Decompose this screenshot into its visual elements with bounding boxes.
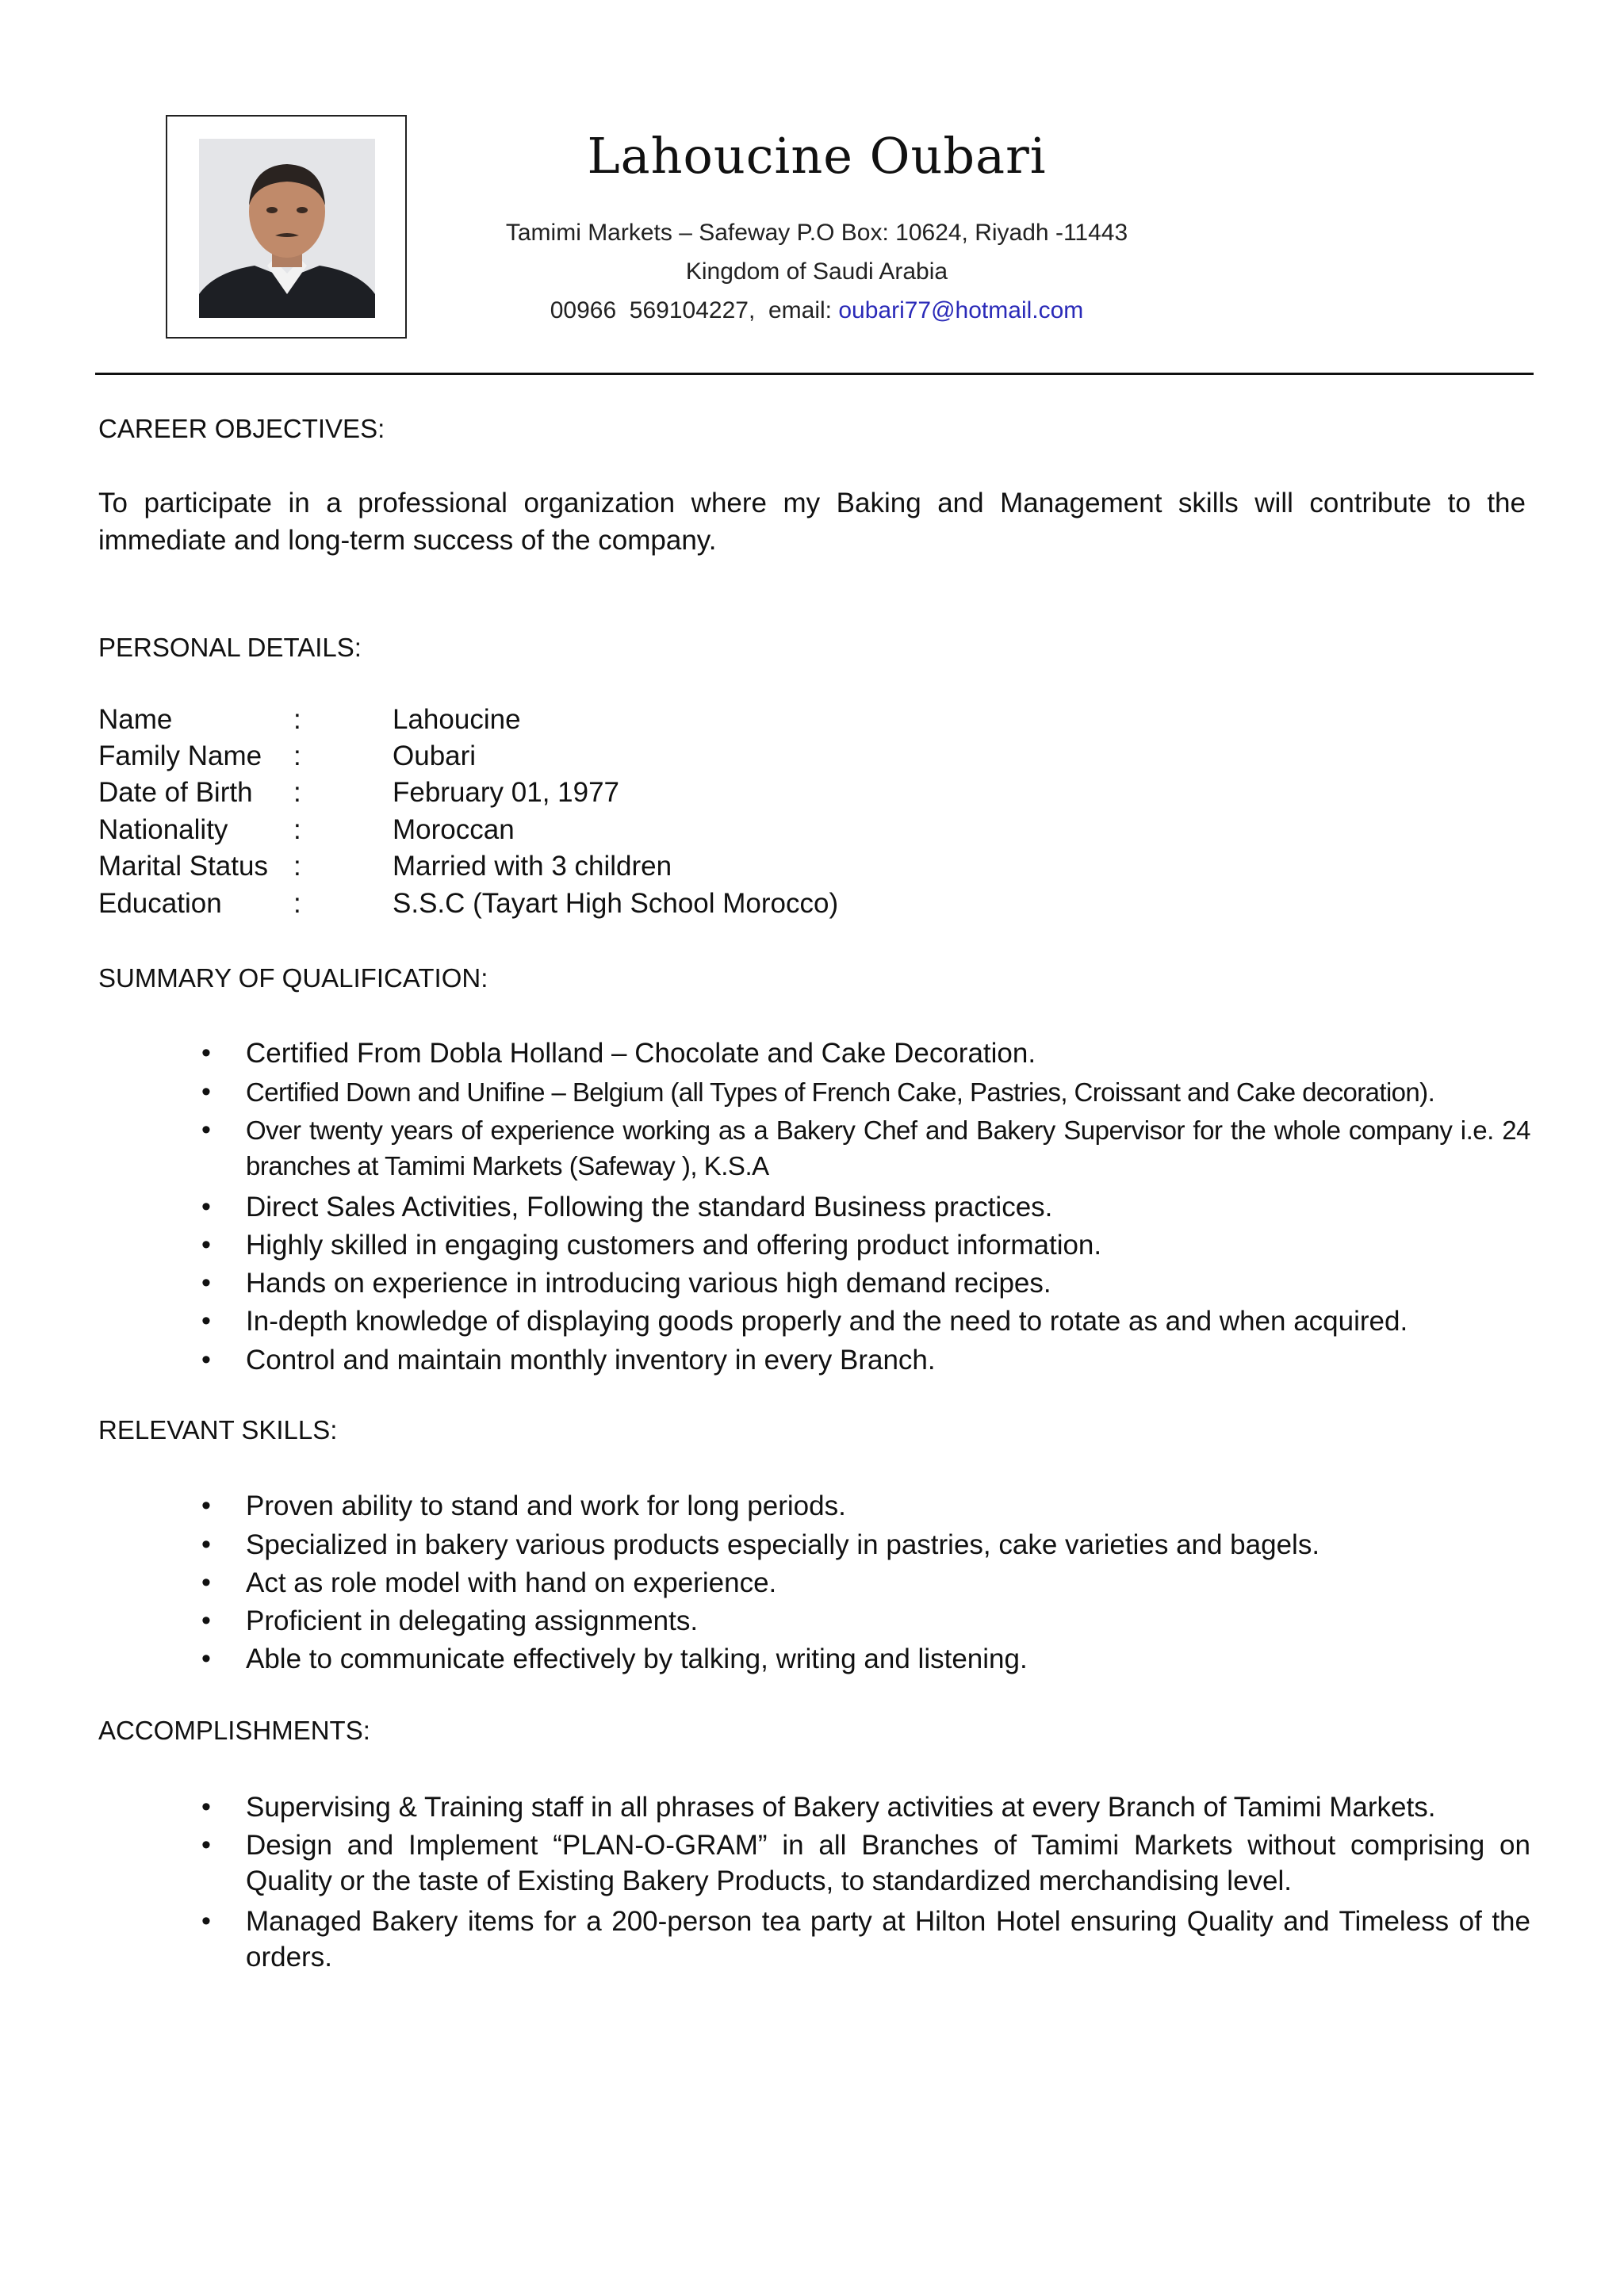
career-objectives-heading: CAREER OBJECTIVES: (98, 414, 385, 443)
field-value: Married with 3 children (393, 851, 672, 882)
list-item (201, 1227, 1530, 1263)
field-label: Family Name (98, 740, 262, 771)
field-colon: : (293, 740, 301, 771)
person-portrait-icon (199, 139, 375, 318)
field-colon: : (293, 888, 301, 919)
list-item-text: Supervising & Training staff in all phrases of Bakery activities at every Branch of Tamimi Markets. (246, 1792, 1436, 1823)
field-colon: : (293, 851, 301, 882)
bullet-icon: • (201, 1792, 211, 1822)
list-item-text: Over twenty years of experience working as a Bakery Chef and Bakery Supervisor for the whole company i.e. 24 branches at Tamimi Markets (Safeway ), K.S.A (246, 1115, 1530, 1181)
list-item (201, 1265, 1530, 1301)
field-value: Oubari (393, 740, 477, 771)
list-item (201, 1789, 1530, 1825)
list-item-text: Certified Down and Unifine – Belgium (all Types of French Cake, Pastries, Croissant and Cake decoration). (246, 1077, 1435, 1107)
list-item (201, 1603, 1530, 1639)
bullet-icon: • (201, 1038, 211, 1068)
bullet-icon: • (201, 1345, 211, 1375)
field-label: Name (98, 704, 173, 735)
list-item (201, 1303, 1530, 1339)
field-value: S.S.C (Tayart High School Morocco) (393, 888, 839, 919)
career-objectives-text: To participate in a professional organization where my Baking and Management skills will contribute to the immediate and long-term success of the company. (98, 488, 1526, 556)
bullet-icon: • (201, 1306, 211, 1336)
list-item-text: In-depth knowledge of displaying goods properly and the need to rotate as and when acquired. (246, 1306, 1408, 1337)
field-label: Education (98, 888, 222, 919)
list-item-text: Design and Implement “PLAN-O-GRAM” in all Branches of Tamimi Markets without comprising on Quality or the taste of Existing Bakery Products, to standardized merchandising level. (246, 1830, 1530, 1896)
list-item-text: Hands on experience in introducing various high demand recipes. (246, 1268, 1051, 1299)
bullet-icon: • (201, 1115, 211, 1145)
skills-heading: RELEVANT SKILLS: (98, 1415, 338, 1445)
list-item (201, 1074, 1530, 1110)
field-value: Moroccan (393, 814, 515, 845)
bullet-icon: • (201, 1230, 211, 1260)
header-divider (95, 373, 1534, 375)
bullet-icon: • (201, 1830, 211, 1860)
bullet-icon: • (201, 1192, 211, 1222)
list-item-text: Able to communicate effectively by talking, writing and listening. (246, 1644, 1028, 1674)
list-item-text: Proficient in delegating assignments. (246, 1605, 699, 1636)
field-label: Date of Birth (98, 777, 253, 808)
bullet-icon: • (201, 1529, 211, 1559)
phone-text: 00966 569104227, email: (550, 297, 839, 323)
bullet-icon: • (201, 1605, 211, 1636)
list-item-text: Act as role model with hand on experience. (246, 1567, 777, 1598)
list-item (201, 1565, 1530, 1601)
bullet-icon: • (201, 1567, 211, 1598)
address-line: Tamimi Markets – Safeway P.O Box: 10624, Riyadh -11443 (505, 220, 1128, 246)
bullet-icon: • (201, 1644, 211, 1674)
bullet-icon: • (201, 1490, 211, 1521)
profile-photo-frame (166, 115, 407, 339)
candidate-name: Lahoucine Oubari (587, 127, 1047, 185)
list-item-text: Specialized in bakery various products especially in pastries, cake varieties and bagels. (246, 1529, 1320, 1560)
qualification-heading: SUMMARY OF QUALIFICATION: (98, 963, 488, 993)
profile-photo (199, 139, 375, 318)
list-item (201, 1342, 1530, 1378)
field-label: Marital Status (98, 851, 268, 882)
list-item-text: Proven ability to stand and work for long periods. (246, 1490, 846, 1521)
field-value: February 01, 1977 (393, 777, 620, 808)
field-colon: : (293, 814, 301, 845)
list-item-text: Control and maintain monthly inventory in every Branch. (246, 1345, 936, 1376)
list-item (201, 1112, 1530, 1184)
list-item-text: Certified From Dobla Holland – Chocolate and Cake Decoration. (246, 1038, 1036, 1069)
field-colon: : (293, 777, 301, 808)
bullet-icon: • (201, 1268, 211, 1298)
field-label: Nationality (98, 814, 228, 845)
email-link[interactable]: oubari77@hotmail.com (838, 297, 1084, 323)
list-item (201, 1488, 1530, 1524)
list-item (201, 1641, 1530, 1677)
list-item-text: Direct Sales Activities, Following the standard Business practices. (246, 1192, 1053, 1223)
field-value: Lahoucine (393, 704, 521, 735)
phone-email-line (444, 297, 1189, 324)
accomplishments-heading: ACCOMPLISHMENTS: (98, 1716, 370, 1745)
field-colon: : (293, 704, 301, 735)
bullet-icon: • (201, 1906, 211, 1936)
country-line: Kingdom of Saudi Arabia (685, 258, 948, 285)
list-item (201, 1189, 1530, 1225)
list-item-text: Managed Bakery items for a 200-person tea party at Hilton Hotel ensuring Quality and Timeless of the orders. (246, 1906, 1530, 1973)
list-item (201, 1827, 1530, 1899)
list-item (201, 1904, 1530, 1975)
bullet-icon: • (201, 1077, 211, 1107)
personal-details-heading: PERSONAL DETAILS: (98, 633, 362, 662)
list-item-text: Highly skilled in engaging customers and offering product information. (246, 1230, 1102, 1261)
list-item (201, 1035, 1530, 1071)
list-item (201, 1527, 1530, 1563)
